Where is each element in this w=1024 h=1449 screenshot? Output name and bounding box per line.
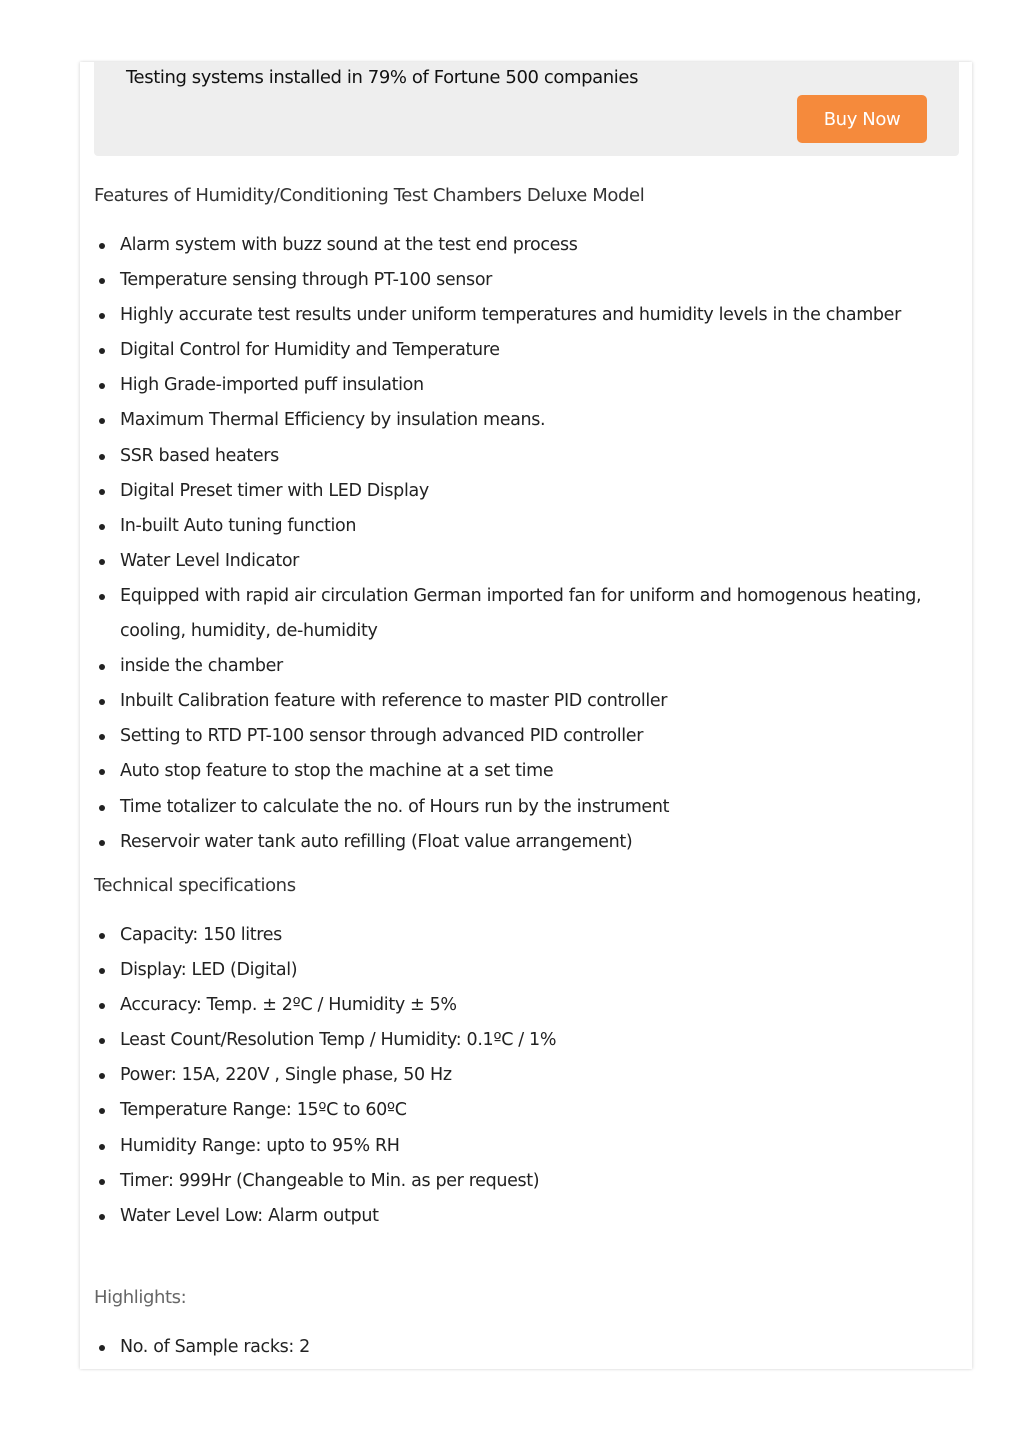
list-item: Humidity Range: upto to 95% RH <box>94 1129 964 1164</box>
list-item: Timer: 999Hr (Changeable to Min. as per request) <box>94 1164 964 1199</box>
list-item: Reservoir water tank auto refilling (Float value arrangement) <box>94 825 964 860</box>
list-item: Power: 15A, 220V , Single phase, 50 Hz <box>94 1058 964 1093</box>
features-heading: Features of Humidity/Conditioning Test Chambers Deluxe Model <box>94 185 645 206</box>
list-item: Accuracy: Temp. ± 2ºC / Humidity ± 5% <box>94 988 964 1023</box>
list-item: Time totalizer to calculate the no. of Hours run by the instrument <box>94 790 964 825</box>
list-item: Maximum Thermal Efficiency by insulation means. <box>94 403 964 438</box>
specs-list <box>94 918 964 1234</box>
features-list <box>94 228 964 860</box>
promo-text: Testing systems installed in 79% of Fortune 500 companies <box>126 67 639 88</box>
list-item: No. of Sample racks: 2 <box>94 1330 964 1365</box>
highlights-heading: Highlights: <box>94 1287 187 1308</box>
list-item: Capacity: 150 litres <box>94 918 964 953</box>
list-item: Highly accurate test results under uniform temperatures and humidity levels in the chamber <box>94 298 964 333</box>
content-card <box>80 62 972 1369</box>
list-item: Inbuilt Calibration feature with reference to master PID controller <box>94 684 964 719</box>
list-item: Water Level Indicator <box>94 544 964 579</box>
list-item: Digital Preset timer with LED Display <box>94 474 964 509</box>
list-item: Least Count/Resolution Temp / Humidity: 0.1ºC / 1% <box>94 1023 964 1058</box>
list-item: Setting to RTD PT-100 sensor through advanced PID controller <box>94 719 964 754</box>
list-item: SSR based heaters <box>94 439 964 474</box>
list-item: Water Level Low: Alarm output <box>94 1199 964 1234</box>
highlights-list <box>94 1330 964 1365</box>
list-item: Equipped with rapid air circulation German imported fan for uniform and homogenous heating, cooling, humidity, de-humidity <box>94 579 964 649</box>
buy-now-button[interactable]: Buy Now <box>797 95 927 143</box>
promo-banner <box>94 62 959 156</box>
specs-heading: Technical specifications <box>94 875 296 896</box>
list-item: Temperature sensing through PT-100 sensor <box>94 263 964 298</box>
list-item: High Grade-imported puff insulation <box>94 368 964 403</box>
list-item: Alarm system with buzz sound at the test end process <box>94 228 964 263</box>
list-item: Display: LED (Digital) <box>94 953 964 988</box>
list-item: In-built Auto tuning function <box>94 509 964 544</box>
list-item: Digital Control for Humidity and Temperature <box>94 333 964 368</box>
list-item: Auto stop feature to stop the machine at a set time <box>94 754 964 789</box>
list-item: inside the chamber <box>94 649 964 684</box>
list-item: Temperature Range: 15ºC to 60ºC <box>94 1093 964 1128</box>
